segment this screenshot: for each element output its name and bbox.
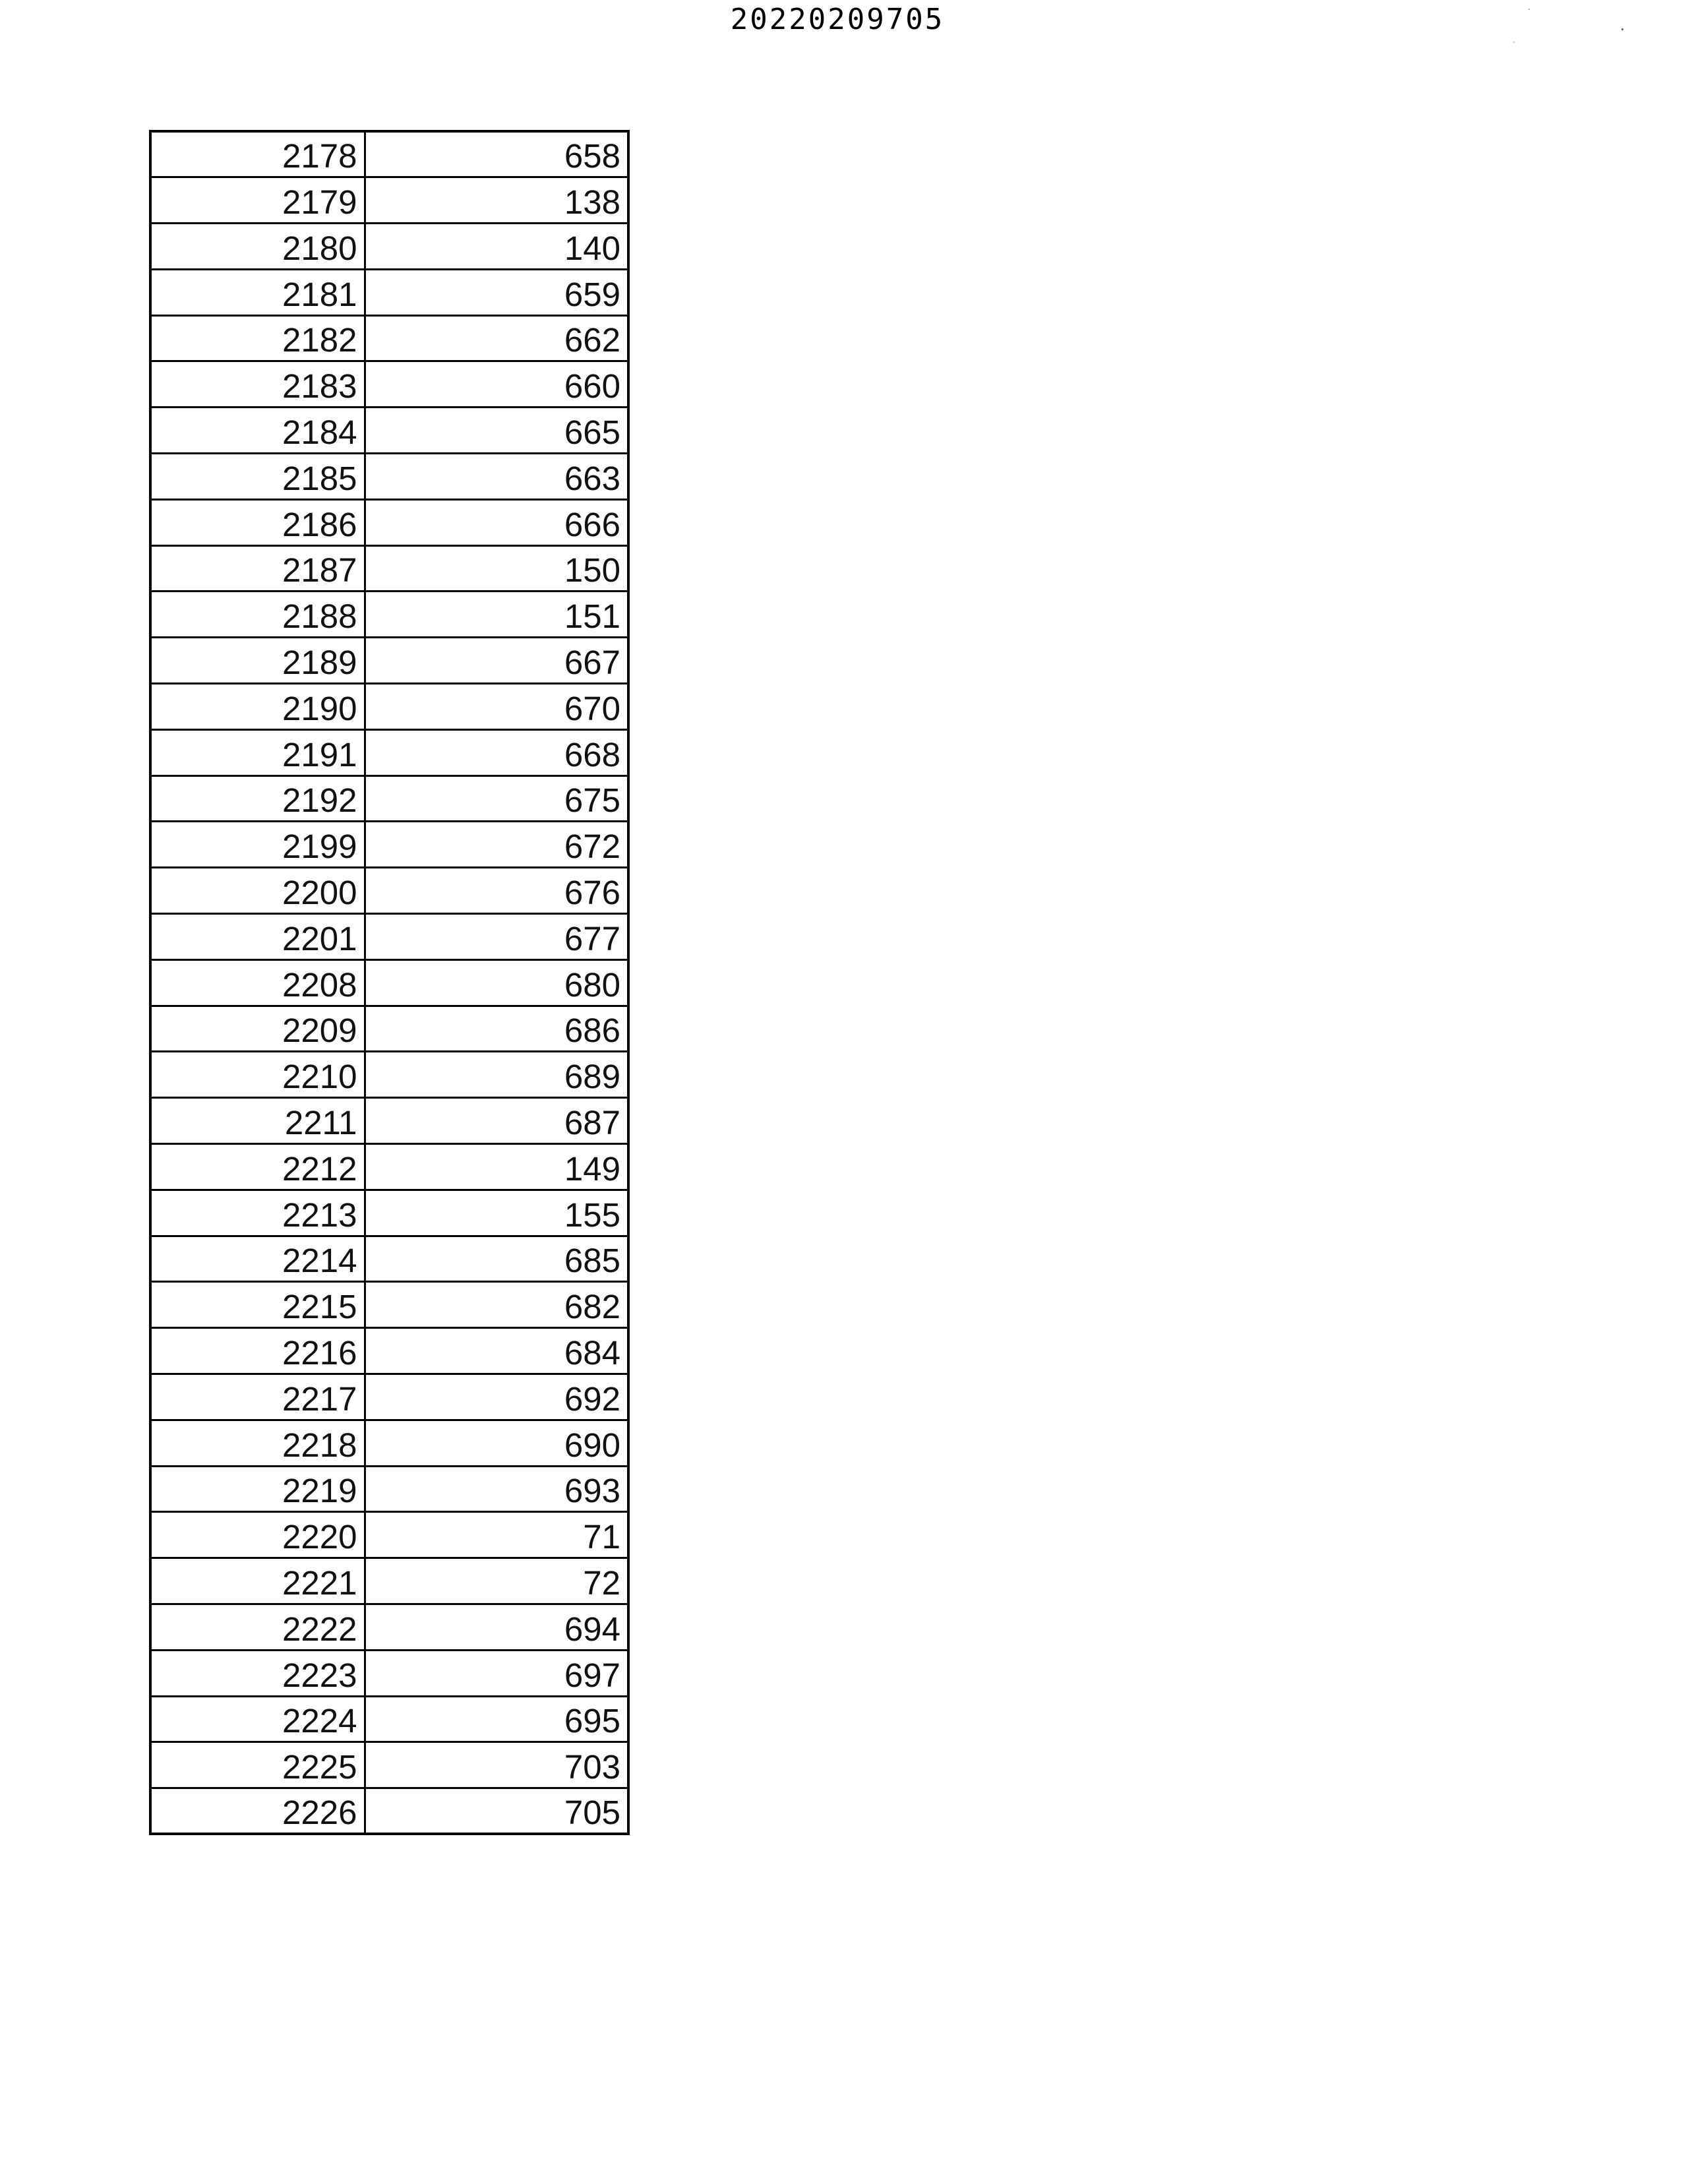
table-cell-first-column: 2182: [150, 315, 365, 361]
table-row: [150, 1190, 628, 1236]
table-cell-first-column: 2223: [150, 1650, 365, 1696]
table-cell-first-column: 2225: [150, 1742, 365, 1788]
table-cell-second-column: 72: [365, 1558, 628, 1604]
table-cell-first-column: 2219: [150, 1466, 365, 1512]
table-row: [150, 684, 628, 730]
table-row: [150, 1558, 628, 1604]
table-cell-first-column: 2214: [150, 1236, 365, 1282]
table-cell-second-column: 686: [365, 1006, 628, 1052]
table-cell-second-column: 659: [365, 269, 628, 315]
table-cell-second-column: 670: [365, 684, 628, 730]
table-cell-second-column: 667: [365, 638, 628, 684]
table-row: [150, 868, 628, 914]
table-cell-second-column: 663: [365, 454, 628, 500]
table-row: [150, 822, 628, 868]
table-row: [150, 1144, 628, 1190]
scan-speck: [1621, 28, 1623, 30]
table-cell-second-column: 149: [365, 1144, 628, 1190]
table-row: [150, 1604, 628, 1651]
table-cell-first-column: 2213: [150, 1190, 365, 1236]
table-row: [150, 1098, 628, 1144]
table-cell-second-column: 695: [365, 1696, 628, 1742]
table-cell-second-column: 682: [365, 1282, 628, 1328]
table-cell-second-column: 675: [365, 775, 628, 822]
table-row: [150, 1696, 628, 1742]
table-row: [150, 638, 628, 684]
table-cell-second-column: 693: [365, 1466, 628, 1512]
table-cell-first-column: 2187: [150, 545, 365, 592]
table-row: [150, 1374, 628, 1420]
table-row: [150, 315, 628, 361]
table-cell-second-column: 138: [365, 177, 628, 224]
scan-speck: [1513, 42, 1515, 43]
table-cell-second-column: 680: [365, 959, 628, 1006]
table-row: [150, 1512, 628, 1558]
table-cell-first-column: 2178: [150, 131, 365, 177]
table-cell-first-column: 2211: [150, 1098, 365, 1144]
table-row: [150, 1006, 628, 1052]
table-cell-second-column: 684: [365, 1328, 628, 1374]
table-cell-second-column: 662: [365, 315, 628, 361]
table-cell-first-column: 2220: [150, 1512, 365, 1558]
table-row: [150, 408, 628, 454]
table-cell-first-column: 2221: [150, 1558, 365, 1604]
table-row: [150, 1420, 628, 1466]
table-cell-first-column: 2188: [150, 592, 365, 638]
table-cell-first-column: 2179: [150, 177, 365, 224]
table-cell-first-column: 2186: [150, 499, 365, 545]
table-cell-first-column: 2224: [150, 1696, 365, 1742]
table-row: [150, 914, 628, 960]
table-cell-first-column: 2199: [150, 822, 365, 868]
table-row: [150, 1052, 628, 1098]
table-cell-second-column: 685: [365, 1236, 628, 1282]
table-cell-second-column: 692: [365, 1374, 628, 1420]
table-row: [150, 1328, 628, 1374]
table-cell-second-column: 672: [365, 822, 628, 868]
table-cell-first-column: 2215: [150, 1282, 365, 1328]
table-row: [150, 729, 628, 775]
table-cell-second-column: 140: [365, 224, 628, 270]
table-row: [150, 1742, 628, 1788]
table-cell-first-column: 2222: [150, 1604, 365, 1651]
document-number: 20220209705: [730, 3, 945, 36]
table-row: [150, 592, 628, 638]
table-cell-second-column: 150: [365, 545, 628, 592]
table-cell-first-column: 2190: [150, 684, 365, 730]
table-row: [150, 775, 628, 822]
table-cell-first-column: 2212: [150, 1144, 365, 1190]
table-cell-second-column: 689: [365, 1052, 628, 1098]
table-cell-first-column: 2180: [150, 224, 365, 270]
table-row: [150, 545, 628, 592]
table-cell-first-column: 2185: [150, 454, 365, 500]
table-cell-first-column: 2200: [150, 868, 365, 914]
table-row: [150, 959, 628, 1006]
table-cell-first-column: 2184: [150, 408, 365, 454]
table-cell-first-column: 2192: [150, 775, 365, 822]
table-cell-second-column: 658: [365, 131, 628, 177]
table-row: [150, 177, 628, 224]
table-cell-second-column: 694: [365, 1604, 628, 1651]
table-body: [150, 131, 628, 1834]
table-cell-second-column: 705: [365, 1788, 628, 1835]
table-cell-second-column: 668: [365, 729, 628, 775]
table-row: [150, 454, 628, 500]
table-row: [150, 269, 628, 315]
table-row: [150, 361, 628, 408]
table-cell-second-column: 665: [365, 408, 628, 454]
table-cell-first-column: 2218: [150, 1420, 365, 1466]
table-cell-second-column: 676: [365, 868, 628, 914]
table-cell-first-column: 2183: [150, 361, 365, 408]
table-cell-second-column: 155: [365, 1190, 628, 1236]
table-row: [150, 1236, 628, 1282]
table-row: [150, 224, 628, 270]
table-cell-second-column: 697: [365, 1650, 628, 1696]
table-cell-first-column: 2201: [150, 914, 365, 960]
table-cell-second-column: 666: [365, 499, 628, 545]
table-cell-second-column: 677: [365, 914, 628, 960]
table-cell-second-column: 660: [365, 361, 628, 408]
table-cell-first-column: 2216: [150, 1328, 365, 1374]
table-row: [150, 1466, 628, 1512]
table-cell-second-column: 151: [365, 592, 628, 638]
table-row: [150, 1788, 628, 1835]
table-cell-second-column: 703: [365, 1742, 628, 1788]
scan-speck: [1528, 9, 1530, 10]
table-cell-first-column: 2189: [150, 638, 365, 684]
table-cell-first-column: 2208: [150, 959, 365, 1006]
table-cell-first-column: 2209: [150, 1006, 365, 1052]
table-row: [150, 1282, 628, 1328]
table-cell-first-column: 2226: [150, 1788, 365, 1835]
table-cell-second-column: 690: [365, 1420, 628, 1466]
table-cell-first-column: 2210: [150, 1052, 365, 1098]
table-cell-second-column: 71: [365, 1512, 628, 1558]
table-row: [150, 131, 628, 177]
table-cell-first-column: 2217: [150, 1374, 365, 1420]
table-cell-first-column: 2181: [150, 269, 365, 315]
table-cell-second-column: 687: [365, 1098, 628, 1144]
table-row: [150, 1650, 628, 1696]
data-table: [149, 130, 630, 1835]
table-cell-first-column: 2191: [150, 729, 365, 775]
table-row: [150, 499, 628, 545]
